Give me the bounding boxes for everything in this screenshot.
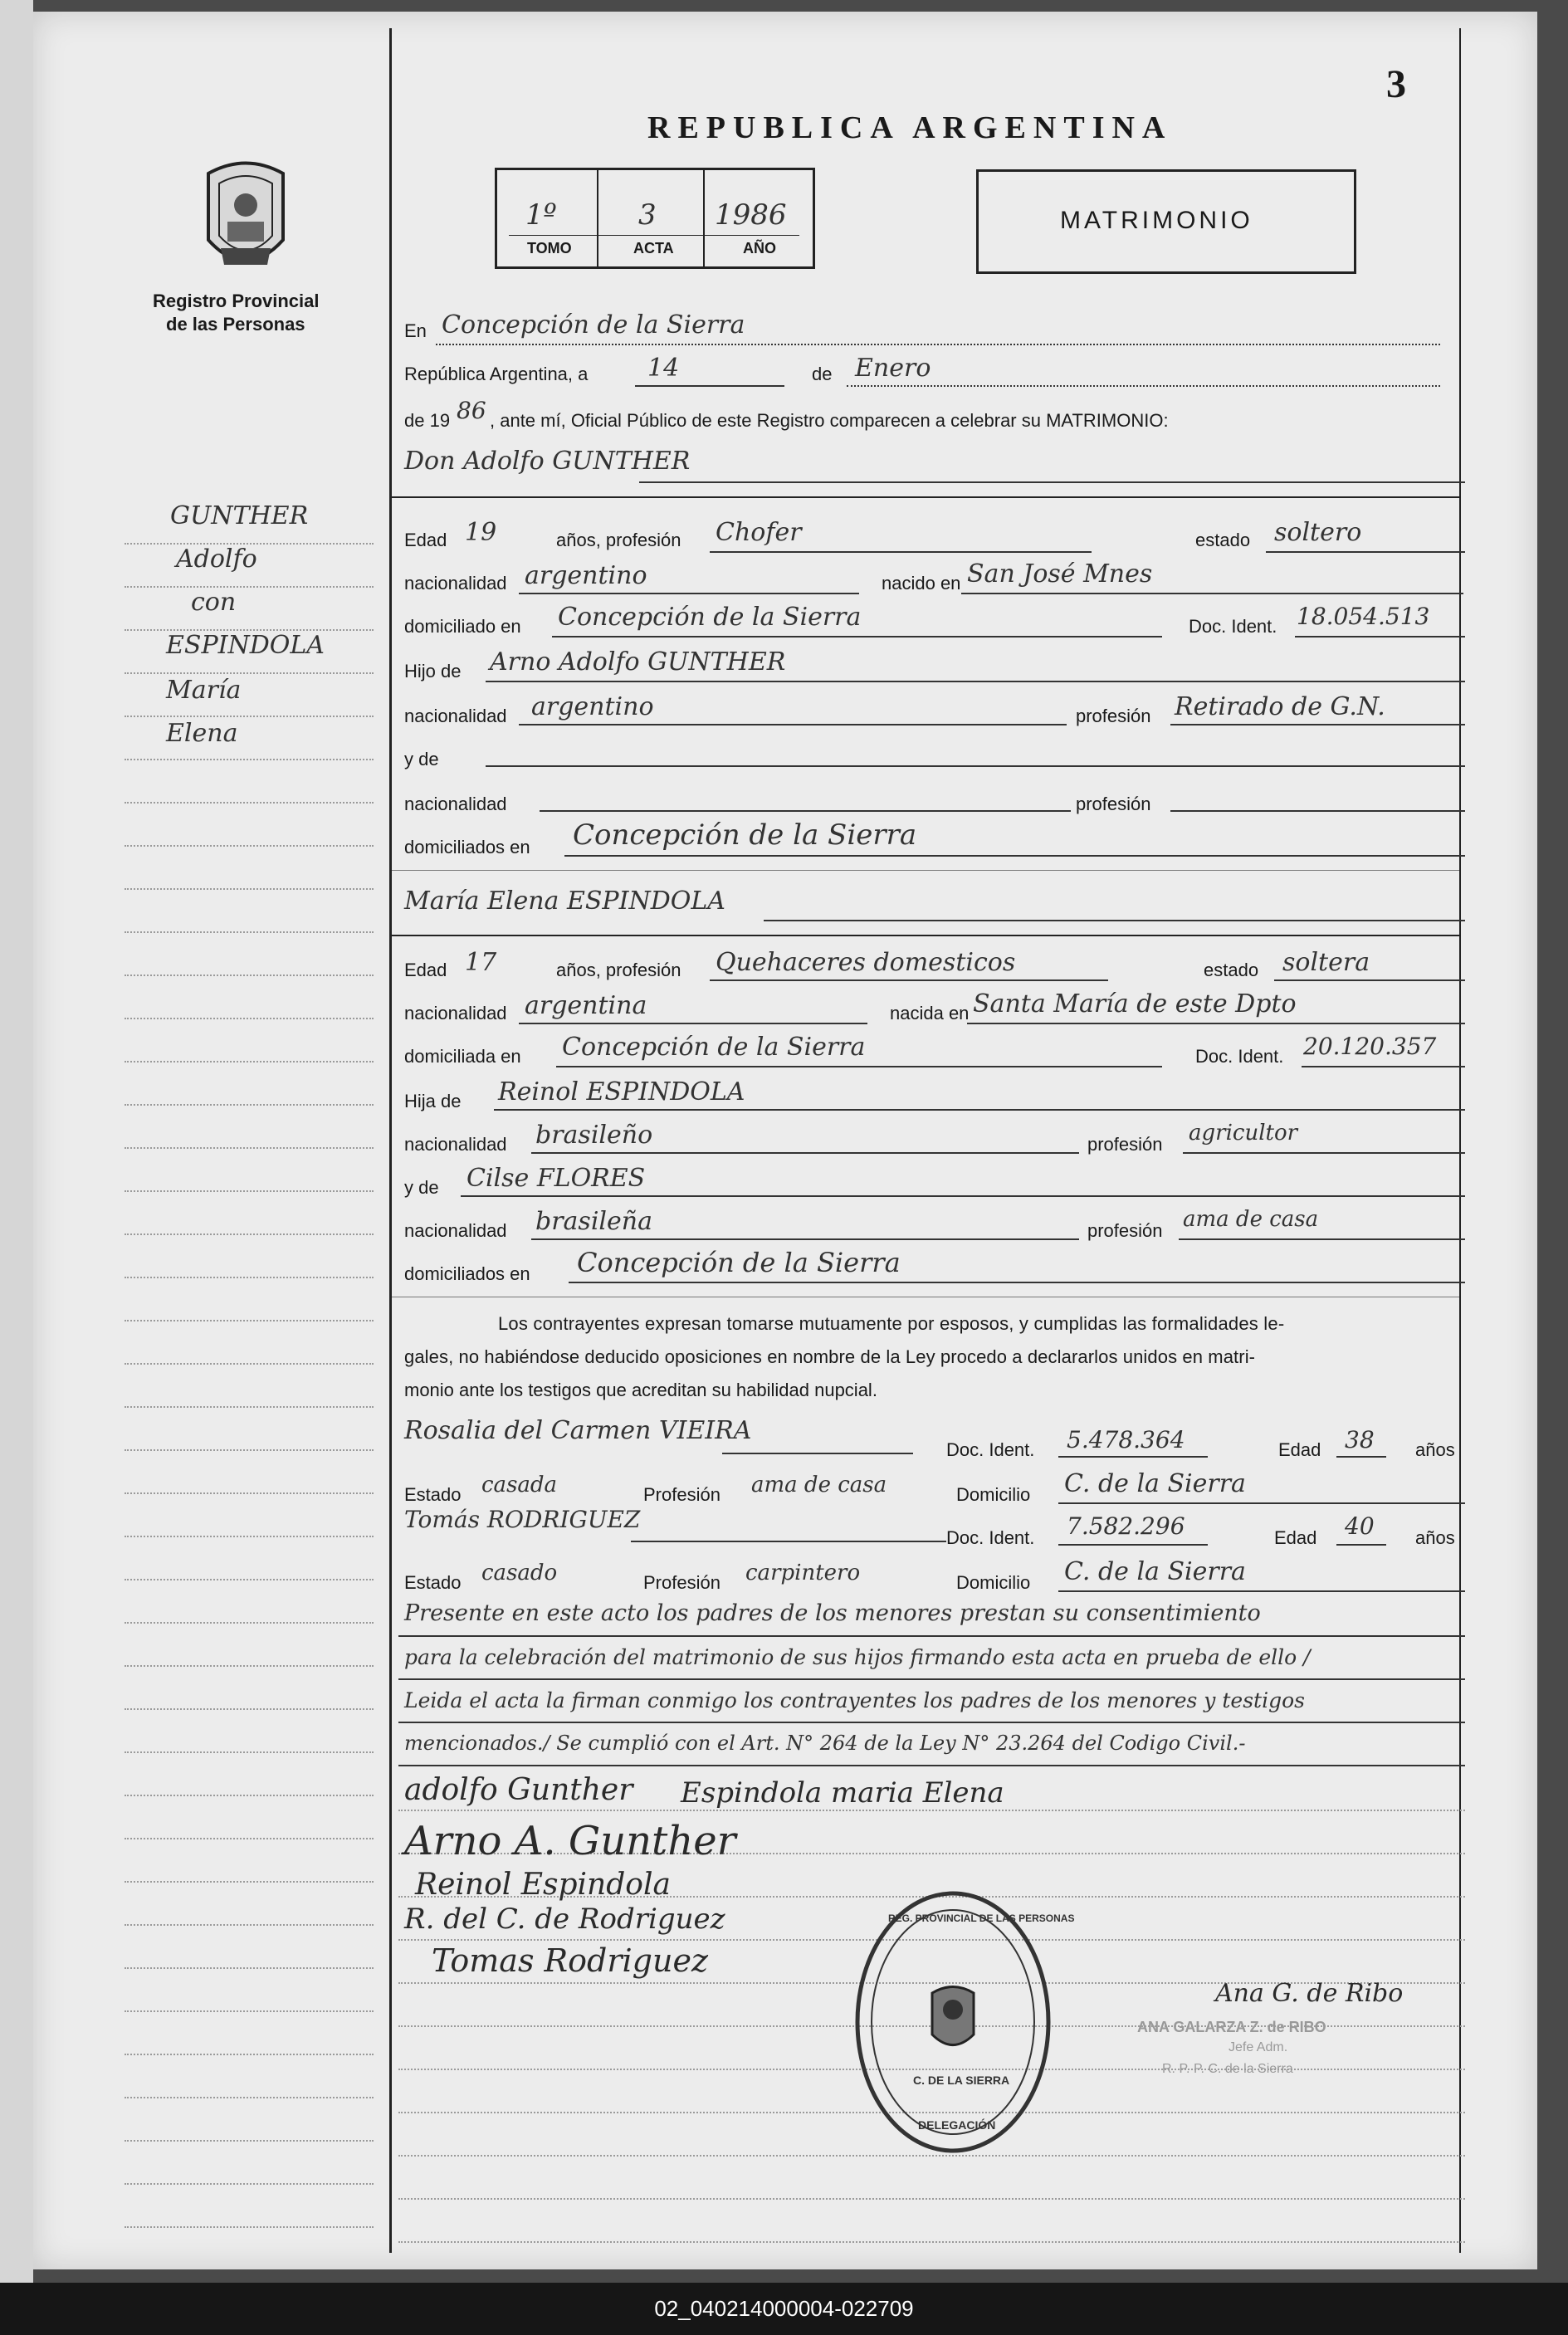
record-type-box [976, 169, 1356, 274]
margin-note-6: Elena [166, 719, 238, 748]
bride-doc: 20.120.357 [1303, 1033, 1437, 1060]
margin-ruled-line [125, 845, 374, 847]
margin-ruled-line [125, 759, 374, 760]
margin-ruled-line [125, 888, 374, 890]
intro-place: Concepción de la Sierra [442, 310, 745, 340]
declaration-line-3: monio ante los testigos que acreditan su habilidad nupcial. [404, 1380, 877, 1400]
witness-1-doc-label: Doc. Ident. [946, 1439, 1035, 1460]
signature-ruled-line [398, 2155, 1465, 2157]
signature-witness-2: Tomas Rodriguez [432, 1942, 708, 1979]
margin-ruled-line [125, 1579, 374, 1580]
intro-place-line [436, 344, 1440, 345]
bride-birthplace: Santa María de este Dpto [973, 989, 1297, 1019]
witness-2-name-line [631, 1541, 946, 1542]
tomo-label: TOMO [527, 240, 572, 256]
intro-day-line [635, 385, 784, 387]
signature-groom-father: Arno A. Gunther [404, 1818, 736, 1864]
declaration-line-2: gales, no habiéndose deducido oposiciones en nombre de la Ley procedo a declararlos unidos en matri- [404, 1346, 1256, 1367]
ano-value: 1986 [715, 198, 787, 232]
official-stamp-line-1: ANA GALARZA Z. de RIBO [1137, 2019, 1326, 2035]
groom-mother-prof-label: profesión [1076, 794, 1151, 814]
groom-doc: 18.054.513 [1297, 603, 1430, 630]
witness-1-age-line [1336, 1456, 1386, 1458]
bride-civil-status: soltera [1282, 948, 1370, 977]
witness-1-estado-label: Estado [404, 1484, 462, 1505]
witness-2-doc-line [1058, 1544, 1208, 1546]
witness-1-name: Rosalia del Carmen VIEIRA [404, 1416, 752, 1445]
signature-ruled-line [398, 1810, 1465, 1811]
groom-domicile: Concepción de la Sierra [558, 603, 862, 632]
margin-ruled-line [125, 1492, 374, 1494]
bride-father-nationality-line [531, 1152, 1079, 1154]
margin-note-1: GUNTHER [170, 501, 309, 530]
bride-section-rule-top [392, 870, 1459, 871]
groom-profession: Chofer [716, 518, 802, 547]
registry-line-1: Registro Provincial [153, 291, 320, 311]
bride-status-line [1274, 979, 1465, 981]
groom-father-prof-label: profesión [1076, 706, 1151, 726]
groom-nacido-label: nacido en [882, 573, 961, 594]
groom-status-line [1266, 551, 1465, 553]
groom-father-profession-line [1170, 724, 1465, 725]
bride-mother-line [461, 1195, 1465, 1197]
witness-2-anos-label: años [1415, 1527, 1455, 1548]
signature-ruled-line [398, 2241, 1465, 2243]
margin-note-2: Adolfo [176, 545, 257, 574]
margin-note-5: María [166, 676, 242, 705]
bride-estado-label: estado [1204, 960, 1259, 980]
margin-note-3: con [191, 588, 237, 617]
observation-line-3: Leida el acta la firman conmigo los contrayentes los padres de los menores y testigos [404, 1688, 1305, 1712]
margin-ruled-line [125, 1449, 374, 1451]
margin-ruled-line [125, 1708, 374, 1710]
bride-domicile-line [556, 1066, 1162, 1067]
bride-father: Reinol ESPINDOLA [498, 1077, 745, 1106]
witness-1-age: 38 [1345, 1426, 1375, 1453]
en-label: En [404, 320, 427, 341]
groom-birthplace: San José Mnes [967, 559, 1153, 589]
groom-parents-domicile: Concepción de la Sierra [573, 818, 917, 852]
margin-note-4: ESPINDOLA [166, 631, 325, 660]
bride-parents-domicile: Concepción de la Sierra [577, 1247, 901, 1278]
margin-ruled-line [125, 1320, 374, 1321]
delegation-stamp [853, 1889, 1075, 2155]
witness-2-domicilio-label: Domicilio [956, 1572, 1031, 1593]
right-border [1459, 28, 1461, 2253]
intro-year-suffix: 86 [457, 397, 486, 424]
signature-bride-father: Reinol Espindola [415, 1868, 671, 1902]
declaration-line-1: Los contrayentes expresan tomarse mutuamente por esposos, y cumplidas las formalidades le- [498, 1313, 1285, 1334]
intro-year-prefix: de 19 [404, 410, 451, 431]
witness-1-doc: 5.478.364 [1067, 1426, 1185, 1453]
bride-full-name: María Elena ESPINDOLA [404, 887, 725, 916]
bride-anos-prof-label: años, profesión [556, 960, 681, 980]
bride-section-rule [392, 935, 1459, 936]
groom-profession-line [710, 551, 1092, 553]
groom-nac-label: nacionalidad [404, 573, 507, 594]
intro-month: Enero [855, 354, 931, 383]
margin-ruled-line [125, 1838, 374, 1839]
intro-day: 14 [647, 354, 680, 383]
groom-parents-dom-label: domiciliados en [404, 837, 530, 857]
bride-nacida-label: nacida en [890, 1003, 970, 1023]
groom-doc-line [1295, 636, 1465, 637]
official-stamp-line-3: R. P. P. C. de la Sierra [1162, 2062, 1293, 2076]
witness-1-domicilio-label: Domicilio [956, 1484, 1031, 1505]
bride-mother-nac-label: nacionalidad [404, 1220, 507, 1241]
bride-mother: Cilse FLORES [466, 1164, 646, 1193]
bride-birthplace-line [967, 1023, 1465, 1024]
groom-parents-domicile-line [564, 855, 1465, 857]
groom-domicile-line [552, 636, 1162, 637]
record-type: MATRIMONIO [1060, 207, 1253, 234]
margin-ruled-line [125, 1018, 374, 1019]
groom-age: 19 [465, 518, 497, 547]
bride-nationality: argentina [525, 991, 647, 1020]
bride-domicile: Concepción de la Sierra [562, 1033, 866, 1062]
witness-2-domicile: C. de la Sierra [1064, 1557, 1246, 1586]
witness-2-age-line [1336, 1544, 1386, 1546]
signature-witness-1: R. del C. de Rodriguez [404, 1903, 725, 1936]
witness-1-doc-line [1058, 1456, 1208, 1458]
bride-profession: Quehaceres domesticos [716, 948, 1016, 977]
groom-mother-nationality-line [540, 810, 1071, 812]
bride-nac-label: nacionalidad [404, 1003, 507, 1023]
witness-1-edad-label: Edad [1278, 1439, 1321, 1460]
groom-nationality-line [519, 593, 859, 594]
groom-section-rule [392, 496, 1459, 498]
left-column-divider [389, 28, 392, 2253]
groom-birthplace-line [961, 593, 1463, 594]
margin-ruled-line [125, 1622, 374, 1624]
box-divider-1 [597, 170, 598, 266]
groom-mother-line [486, 765, 1465, 767]
province-seal [196, 157, 296, 281]
signature-groom: adolfo Gunther [404, 1773, 633, 1807]
observation-rule-1 [398, 1635, 1465, 1637]
box-divider-2 [703, 170, 705, 266]
margin-ruled-line [125, 1277, 374, 1278]
acta-value: 3 [638, 198, 657, 232]
margin-ruled-line [125, 931, 374, 933]
bride-parents-dom-label: domiciliados en [404, 1263, 530, 1284]
groom-mother-profession-line [1170, 810, 1465, 812]
bride-father-prof-label: profesión [1087, 1134, 1163, 1155]
witness-2-estado-label: Estado [404, 1572, 462, 1593]
groom-mother-nac-label: nacionalidad [404, 794, 507, 814]
margin-ruled-line [125, 1363, 374, 1365]
witness-1-domicile-line [1058, 1502, 1465, 1504]
groom-doc-label: Doc. Ident. [1189, 616, 1277, 637]
intro-ante-text: , ante mí, Oficial Público de este Registro comparecen a celebrar su MATRIMONIO: [490, 410, 1169, 431]
bride-doc-line [1302, 1066, 1465, 1067]
witness-2-profesion-label: Profesión [643, 1572, 720, 1593]
intro-de-label: de [812, 364, 833, 384]
witness-1-profesion-label: Profesión [643, 1484, 720, 1505]
margin-ruled-line [125, 1104, 374, 1106]
groom-father-profession: Retirado de G.N. [1175, 692, 1385, 721]
bride-name-line [764, 920, 1465, 921]
margin-ruled-line [125, 1190, 374, 1192]
acta-label: ACTA [633, 240, 674, 256]
observation-line-1: Presente en este acto los padres de los menores prestan su consentimiento [404, 1600, 1261, 1626]
margin-ruled-line [125, 1881, 374, 1883]
bride-hija-label: Hija de [404, 1091, 462, 1111]
observation-line-2: para la celebración del matrimonio de sus hijos firmando esta acta en prueba de ello / [404, 1645, 1311, 1669]
groom-dom-label: domiciliado en [404, 616, 521, 637]
witness-2-age: 40 [1345, 1512, 1375, 1540]
groom-father: Arno Adolfo GUNTHER [490, 647, 786, 677]
margin-ruled-line [125, 1665, 374, 1667]
witness-2-domicile-line [1058, 1590, 1465, 1592]
margin-ruled-line [125, 1795, 374, 1796]
registry-line-2: de las Personas [166, 314, 305, 335]
bride-profession-line [710, 979, 1108, 981]
witness-1-name-line [722, 1453, 913, 1454]
document-page [33, 12, 1537, 2269]
observation-line-4: mencionados./ Se cumplió con el Art. N° 264 de la Ley N° 23.264 del Codigo Civil.- [404, 1732, 1246, 1755]
delegation-stamp-top: REG. PROVINCIAL DE LAS PERSONAS [888, 1912, 1075, 1924]
groom-civil-status: soltero [1274, 518, 1362, 547]
margin-ruled-line [125, 586, 374, 588]
bride-parents-domicile-line [569, 1282, 1465, 1283]
witness-2-civil-status: casado [481, 1561, 558, 1585]
footer-id: 02_040214000004-022709 [0, 2283, 1568, 2335]
margin-ruled-line [125, 1924, 374, 1926]
margin-ruled-line [125, 802, 374, 804]
margin-ruled-line [125, 1536, 374, 1537]
document-title: REPUBLICA ARGENTINA [647, 110, 1173, 145]
bride-dom-label: domiciliada en [404, 1046, 521, 1067]
delegation-stamp-bottom: DELEGACIÓN [918, 2118, 996, 2132]
bride-mother-nationality-line [531, 1238, 1079, 1240]
witness-1-anos-label: años [1415, 1439, 1455, 1460]
groom-name-line [639, 481, 1465, 483]
groom-full-name: Don Adolfo GUNTHER [404, 447, 691, 476]
margin-ruled-line [125, 672, 374, 674]
groom-father-nac-label: nacionalidad [404, 706, 507, 726]
box-baseline [509, 235, 799, 236]
bride-yde-label: y de [404, 1177, 439, 1198]
margin-ruled-line [125, 1967, 374, 1969]
witness-2-profession: carpintero [745, 1561, 861, 1585]
margin-ruled-line [125, 2183, 374, 2185]
observation-rule-4 [398, 1765, 1465, 1766]
groom-hijo-label: Hijo de [404, 661, 462, 681]
witness-2-doc: 7.582.296 [1067, 1512, 1185, 1540]
bride-father-nationality: brasileño [535, 1121, 653, 1150]
groom-father-nationality: argentino [531, 692, 654, 721]
witness-2-name: Tomás RODRIGUEZ [404, 1506, 641, 1533]
bride-doc-label: Doc. Ident. [1195, 1046, 1284, 1067]
republica-label: República Argentina, a [404, 364, 589, 384]
witness-2-doc-label: Doc. Ident. [946, 1527, 1035, 1548]
margin-ruled-line [125, 2010, 374, 2012]
margin-ruled-line [125, 1147, 374, 1149]
bride-mother-profession-line [1179, 1238, 1465, 1240]
bride-father-profession: agricultor [1189, 1121, 1298, 1146]
bride-mother-nationality: brasileña [535, 1207, 652, 1236]
observation-rule-2 [398, 1678, 1465, 1680]
observation-rule-3 [398, 1722, 1465, 1723]
tomo-value: 1º [525, 198, 557, 232]
official-stamp-line-2: Jefe Adm. [1229, 2040, 1288, 2054]
bride-mother-prof-label: profesión [1087, 1220, 1163, 1241]
margin-ruled-line [125, 1406, 374, 1408]
margin-ruled-line [125, 1233, 374, 1235]
tomo-acta-ano-box [495, 168, 815, 269]
official-signature: Ana G. de Ribo [1215, 1979, 1404, 2008]
margin-ruled-line [125, 2140, 374, 2142]
groom-edad-label: Edad [404, 530, 447, 550]
witness-2-edad-label: Edad [1274, 1527, 1317, 1548]
page-number: 3 [1386, 62, 1406, 106]
groom-yde-label: y de [404, 749, 439, 769]
groom-anos-prof-label: años, profesión [556, 530, 681, 550]
margin-ruled-line [125, 975, 374, 976]
margin-ruled-line [125, 2097, 374, 2098]
margin-ruled-line [125, 716, 374, 717]
margin-ruled-line [125, 1751, 374, 1753]
groom-father-line [486, 681, 1465, 682]
bride-age: 17 [465, 948, 497, 977]
delegation-stamp-middle: C. DE LA SIERRA [913, 2074, 1010, 2087]
groom-father-nationality-line [519, 724, 1067, 725]
bride-father-line [494, 1109, 1465, 1111]
groom-estado-label: estado [1195, 530, 1251, 550]
groom-nationality: argentino [525, 561, 647, 590]
bride-father-nac-label: nacionalidad [404, 1134, 507, 1155]
intro-month-line [847, 385, 1440, 387]
margin-ruled-line [125, 2226, 374, 2228]
bride-edad-label: Edad [404, 960, 447, 980]
margin-ruled-line [125, 2054, 374, 2055]
ano-label: AÑO [743, 240, 776, 256]
witness-1-profession: ama de casa [751, 1473, 887, 1497]
witness-1-civil-status: casada [481, 1473, 558, 1497]
margin-ruled-line [125, 1061, 374, 1062]
witness-1-domicile: C. de la Sierra [1064, 1469, 1246, 1498]
bride-nationality-line [519, 1023, 867, 1024]
bride-father-profession-line [1183, 1152, 1465, 1154]
signature-bride: Espindola maria Elena [681, 1776, 1004, 1810]
book-spine [0, 0, 33, 2283]
signature-ruled-line [398, 2198, 1465, 2200]
bride-mother-profession: ama de casa [1183, 1207, 1319, 1232]
